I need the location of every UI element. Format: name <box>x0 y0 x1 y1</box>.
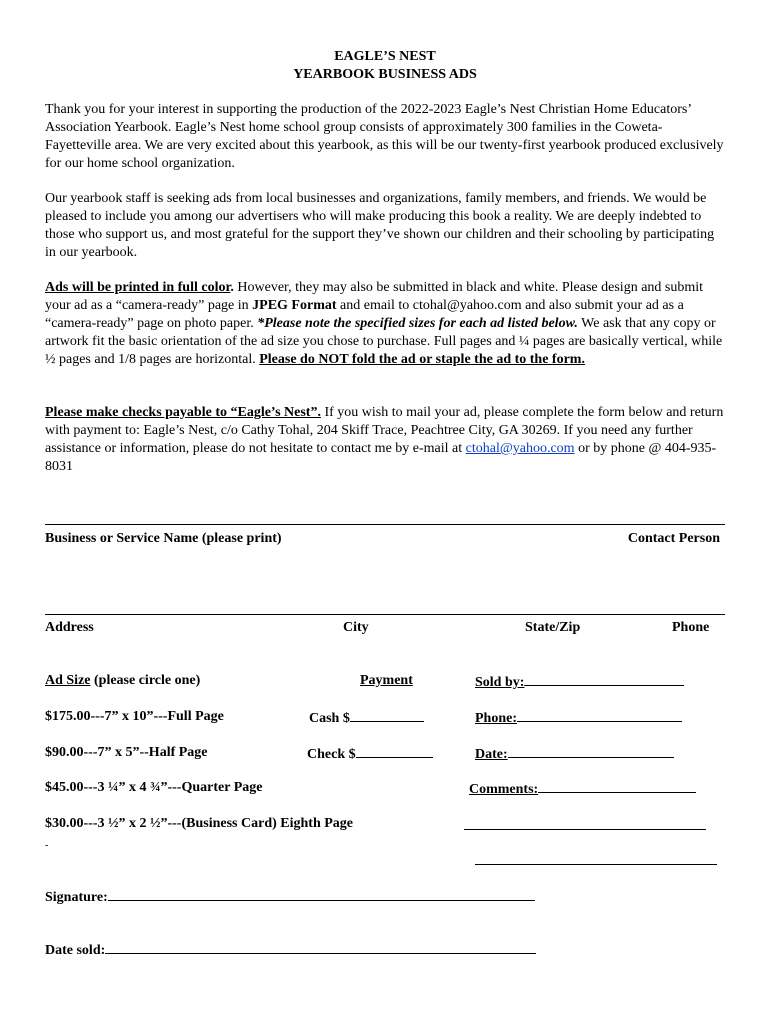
cash-field[interactable]: Cash $ <box>309 708 424 727</box>
full-page-option[interactable]: $175.00---7” x 10”---Full Page <box>45 709 224 724</box>
comments-line-2[interactable] <box>464 829 706 830</box>
intro-paragraph-2: Our yearbook staff is seeking ads from local businesses and organizations, family members, and friends. We would be pleased to include you among our advertisers who will make producing this book a reality. We are deeply indebted to those who support us, and most grateful for the support they’ve shown our children and their schooling by participating in our yearbook. <box>45 191 715 260</box>
checks-payable-notice: Please make checks payable to “Eagle’s Nest”. <box>45 405 321 420</box>
jpeg-format: JPEG Format <box>252 298 337 313</box>
contact-person-label: Contact Person <box>627 531 720 546</box>
state-zip-label: State/Zip <box>525 620 581 635</box>
date-sold-field[interactable]: Date sold: <box>45 940 536 959</box>
title-line-2: YEARBOOK BUSINESS ADS <box>293 67 477 82</box>
business-name-line[interactable] <box>45 524 725 525</box>
business-name-label: Business or Service Name (please print) <box>45 531 282 546</box>
address-line[interactable] <box>45 614 725 615</box>
city-label: City <box>343 620 369 635</box>
email-link[interactable]: ctohal@yahoo.com <box>465 441 575 456</box>
phone-field[interactable]: Phone: <box>475 708 682 727</box>
check-field[interactable]: Check $ <box>307 744 433 763</box>
comments-field[interactable]: Comments: <box>469 779 696 798</box>
title-line-1: EAGLE’S NEST <box>334 49 436 64</box>
half-page-option[interactable]: $90.00---7” x 5”--Half Page <box>45 745 208 760</box>
quarter-page-option[interactable]: $45.00---3 ¼” x 4 ¾”---Quarter Page <box>45 780 263 795</box>
date-field[interactable]: Date: <box>475 744 674 763</box>
checks-info-paragraph: Please make checks payable to “Eagle’s Nest”. If you wish to mail your ad, please complete the form below and return with payment to: Eagle’s Nest, c/o Cathy Tohal, 204 Skiff Trace, Peachtree City, GA 30269. If you need any further assistance or information, please do not hesitate to contact me by e-mail at ctohal@yahoo.com or by phone @ 404-935-8031 <box>45 405 724 474</box>
intro-paragraph-1: Thank you for your interest in supporting the production of the 2022-2023 Eagle’s Nest Christian Home Educators’ Association Yearbook. Eagle’s Nest home school group consists of approximately 300 families in the Coweta-Fayetteville area. We are very excited about this yearbook, as this will be our twenty-first yearbook produced exclusively for our home school organization. <box>45 102 724 171</box>
payment-label: Payment <box>360 673 413 688</box>
size-note: *Please note the specified sizes for each ad listed below. <box>257 316 578 331</box>
ad-size-label: Ad Size (please circle one) <box>45 673 201 688</box>
stray-dash: - <box>45 840 49 851</box>
address-label: Address <box>45 620 94 635</box>
sold-by-field[interactable]: Sold by: <box>475 672 684 691</box>
full-color-notice: Ads will be printed in full color <box>45 280 231 295</box>
ads-info-paragraph: Ads will be printed in full color. However, they may also be submitted in black and white. Please design and submit your ad as a “camera-ready” page in JPEG Format and email to ctohal@yahoo.com and also submit your ad as a “camera-ready” page on photo paper. *Please note the specified sizes for each ad listed below. We ask that any copy or artwork fit the basic orientation of the ad size you chose to purchase. Full pages and ¼ pages are basically vertical, while ½ pages and 1/8 pages are horizontal. Please do NOT fold the ad or staple the ad to the form. <box>45 280 723 367</box>
no-fold-warning: Please do NOT fold the ad or staple the ad to the form. <box>259 352 585 367</box>
comments-line-3[interactable] <box>475 864 717 865</box>
eighth-page-option[interactable]: $30.00---3 ½” x 2 ½”---(Business Card) Eighth Page <box>45 816 353 831</box>
signature-field[interactable]: Signature: <box>45 887 535 906</box>
phone-label: Phone <box>672 620 710 635</box>
